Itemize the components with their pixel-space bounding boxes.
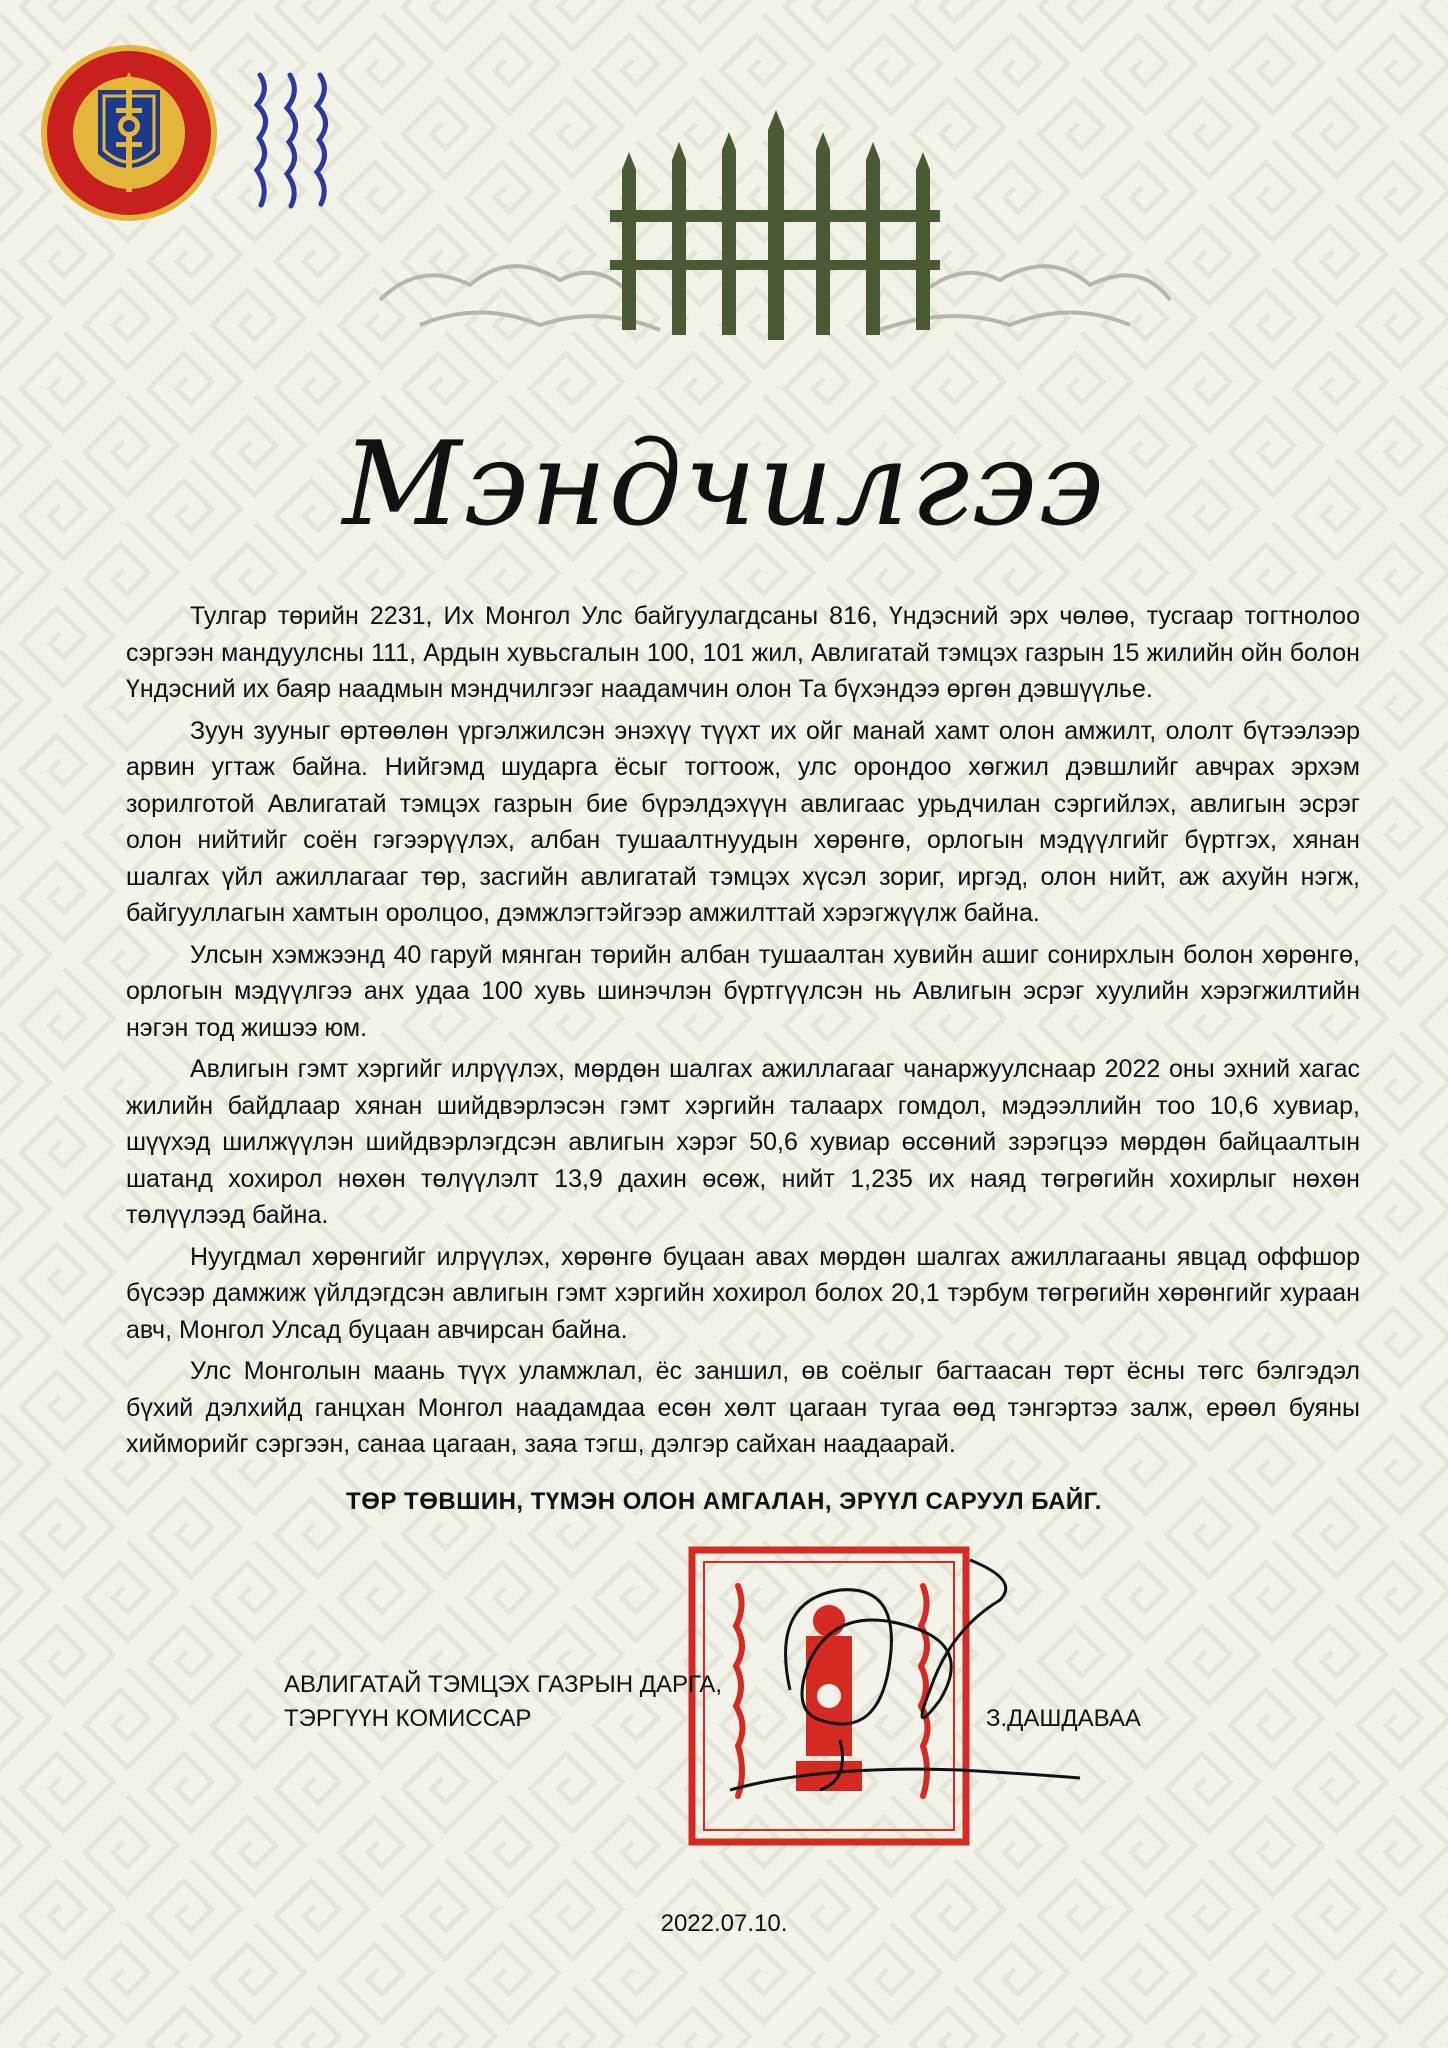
- paragraph: Зуун зууныг өртөөлөн үргэлжилсэн энэхүү түүхт их ойг манай хамт олон амжилт, ололт бүтээлээр арвин угтаж байна. Нийгэмд шударга ёсыг тогтоож, улс орондоо хөгжил дэвшлийг авчрах эрхэм зорилготой Авлигатай тэмцэх газрын бие бүрэлдэхүүн авлигаас урьдчилан сэргийлэх, авлигын эсрэг олон нийтийг соён гэгээрүүлэх, албан тушаалтнуудын хөрөнгө, орлогын мэдүүлгийг бүртгэх, хянан шалгах үйл ажиллагааг төр, засгийн авлигатай тэмцэх хүсэл зориг, иргэд, олон нийт, аж ахуйн нэгж, байгууллагын хамтын оролцоо, дэмжлэгтэйгээр амжилттай хэрэгжүүлж байна.: [126, 716, 1360, 927]
- letter-date: 2022.07.10.: [660, 1910, 788, 1937]
- paragraph: Нуугдмал хөрөнгийг илрүүлэх, хөрөнгө буцаан авах мөрдөн шалгах ажиллагааны явцад оффшор бүсээр дамжиж үйлдэгдсэн авлигын гэмт хэргийн хохирол болох 20,1 тэрбум төгрөгийн хөрөнгийг хураан авч, Монгол Улсад буцаан авчирсан байна.: [126, 1242, 1360, 1344]
- paragraph: Тулгар төрийн 2231, Их Монгол Улс байгуулагдсаны 816, Үндэсний эрх чөлөө, тусгаар тогтнолоо сэргээн мандуулсны 111, Ардын хувьсгалын 100, 101 жил, Авлигатай тэмцэх газрын 15 жилийн ойн болон Үндэсний их баяр наадмын мэндчилгээг наадамчин олон Та бүхэндээ өргөн дэвшүүлье.: [126, 602, 1360, 703]
- letter-body: [126, 598, 1360, 1468]
- greeting-heading: Мэндчилгээ: [342, 417, 1106, 552]
- paragraph: Улсын хэмжээнд 40 гаруй мянган төрийн албан тушаалтан хувийн ашиг сонирхлын болон хөрөнгө, орлогын мэдүүлгээ анх удаа 100 хувь шинэчлэн бүртгүүлсэн нь Авлигын эсрэг хуулийн хэрэгжилтийн нэгэн тод жишээ юм.: [126, 940, 1360, 1042]
- decorative-gate-ornament: [360, 110, 1190, 350]
- paragraph: Улс Монголын маань түүх уламжлал, ёс заншил, өв соёлыг багтаасан төрт ёсны төгс бэлгэдэл бүхий дэлхийд ганцхан Монгол наадамдаа есөн хөлт цагаан тугаа өөд тэнгэртээ залж, ерөөл буяны хийморийг сэргээн, санаа цагаан, заяа тэгш, дэлгэр сайхан наадаарай.: [126, 1357, 1360, 1458]
- signer-position-line1: АВЛИГАТАЙ ТЭМЦЭХ ГАЗРЫН ДАРГА,: [284, 1671, 723, 1698]
- signer-position-line2: ТЭРГҮҮН КОМИССАР: [284, 1705, 532, 1732]
- mongolian-script-inscription: [245, 70, 345, 210]
- closing-motto: ТӨР ТӨВШИН, ТҮМЭН ОЛОН АМГАЛАН, ЭРҮҮЛ САРУУЛ БАЙГ.: [346, 1488, 1102, 1515]
- agency-emblem-logo: [38, 42, 220, 224]
- paragraph: Авлигын гэмт хэргийг илрүүлэх, мөрдөн шалгах ажиллагааг чанаржуулснаар 2022 оны эхний хагас жилийн байдлаар хянан шийдвэрлэсэн гэмт хэргийн талаарх гомдол, мэдээллийн тоо 10,6 хувиар, шүүхэд шилжүүлэн шийдвэрлэгдсэн авлигын хэрэг 50,6 хувиар өссөний зэрэгцээ мөрдөн байцаалтын шатанд хохирол нөхөн төлүүлэлт 13,9 дахин өсөж, нийт 1,235 их наяд төгрөгийн хохирлыг нөхөн төлүүлээд байна.: [126, 1055, 1360, 1229]
- signer-name: З.ДАШДАВАА: [986, 1705, 1141, 1732]
- handwritten-signature: [700, 1540, 1100, 1820]
